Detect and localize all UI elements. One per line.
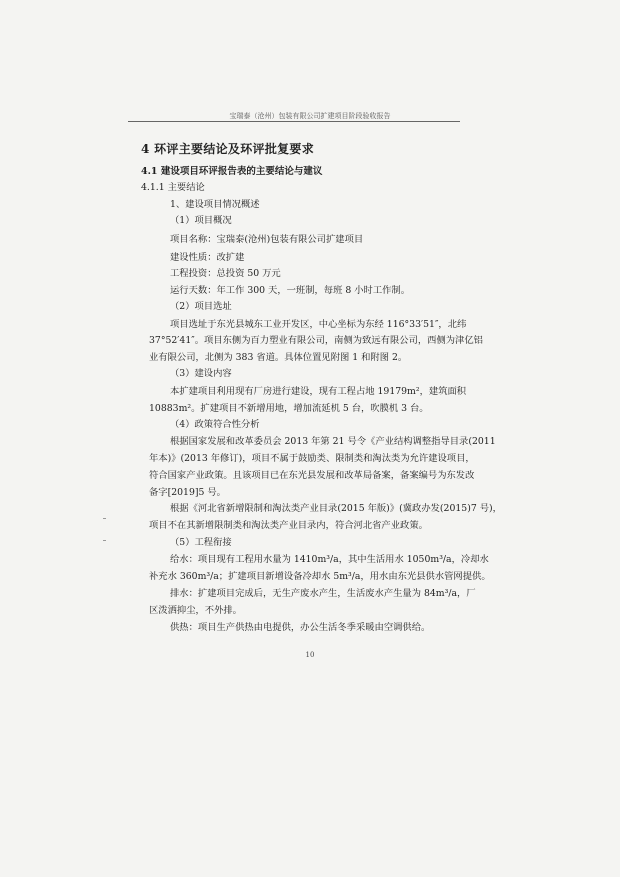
running-header: 宝瑞泰（沧州）包装有限公司扩建项目阶段验收报告: [229, 112, 391, 120]
paragraph-line: 根据《河北省新增限制和淘汰类产业目录(2015 年版)》(冀政办发(2015)7 号)，: [170, 503, 502, 514]
header-divider: [128, 121, 460, 122]
paragraph-line: 排水：扩建项目完成后，无生产废水产生，生活废水产生量为 84m³/a，厂: [170, 588, 476, 599]
scan-mark: [103, 518, 106, 519]
page-number: 10: [305, 651, 315, 659]
section-heading: 4 环评主要结论及环评批复要求: [141, 142, 315, 156]
paragraph-line: 10883m²。扩建项目不新增用地，增加流延机 5 台，吹膜机 3 台。: [149, 403, 429, 414]
paragraph-line: （4）政策符合性分析: [170, 419, 260, 430]
paragraph-line: （1）项目概况: [170, 215, 232, 226]
paragraph-line: 供热：项目生产供热由电提供，办公生活冬季采暖由空调供给。: [170, 622, 431, 633]
paragraph-line: （3）建设内容: [170, 368, 232, 379]
paragraph-line: 备字[2019]5 号。: [149, 487, 226, 498]
paragraph-line: 补充水 360m³/a；扩建项目新增设备冷却水 5m³/a，用水由东光县供水管网提供。: [149, 571, 491, 582]
paragraph-line: （5）工程衔接: [170, 537, 232, 548]
paragraph-line: 本扩建项目利用现有厂房进行建设，现有工程占地 19179m²，建筑面积: [170, 386, 467, 397]
paragraph-line: 运行天数：年工作 300 天，一班制，每班 8 小时工作制。: [170, 285, 411, 296]
paragraph-line: 项目选址于东光县城东工业开发区，中心坐标为东经 116°33′51″，北纬: [170, 319, 467, 330]
paragraph-line: 业有限公司，北侧为 383 省道。具体位置见附图 1 和附图 2。: [149, 352, 408, 363]
paragraph-line: 区泼洒抑尘，不外排。: [149, 605, 242, 616]
paragraph-line: （2）项目选址: [170, 301, 232, 312]
paragraph-line: 给水：项目现有工程用水量为 1410m³/a，其中生活用水 1050m³/a，冷却水: [170, 554, 489, 565]
subsection-heading: 4.1 建设项目环评报告表的主要结论与建议: [141, 166, 323, 177]
paragraph-line: 项目名称：宝瑞泰(沧州)包装有限公司扩建项目: [170, 234, 364, 245]
paragraph-line: 37°52′41″。项目东侧为百力塑业有限公司，南侧为致远有限公司，西侧为津亿铝: [149, 335, 483, 346]
paragraph-line: 工程投资：总投资 50 万元: [170, 268, 281, 279]
paragraph-line: 根据国家发展和改革委员会 2013 年第 21 号令《产业结构调整指导目录(2011: [170, 436, 496, 447]
paragraph-line: 项目不在其新增限制类和淘汰类产业目录内，符合河北省产业政策。: [149, 520, 428, 531]
subsubsection-heading: 4.1.1 主要结论: [141, 182, 205, 193]
paragraph-line: 符合国家产业政策。且该项目已在东光县发展和改革局备案，备案编号为东发改: [149, 470, 475, 481]
paragraph-line: 建设性质：改扩建: [170, 252, 245, 263]
scan-mark: [103, 540, 106, 541]
paragraph-line: 1、建设项目情况概述: [170, 199, 260, 210]
paragraph-line: 年本)》(2013 年修订)，项目不属于鼓励类、限制类和淘汰类为允许建设项目，: [149, 453, 475, 464]
